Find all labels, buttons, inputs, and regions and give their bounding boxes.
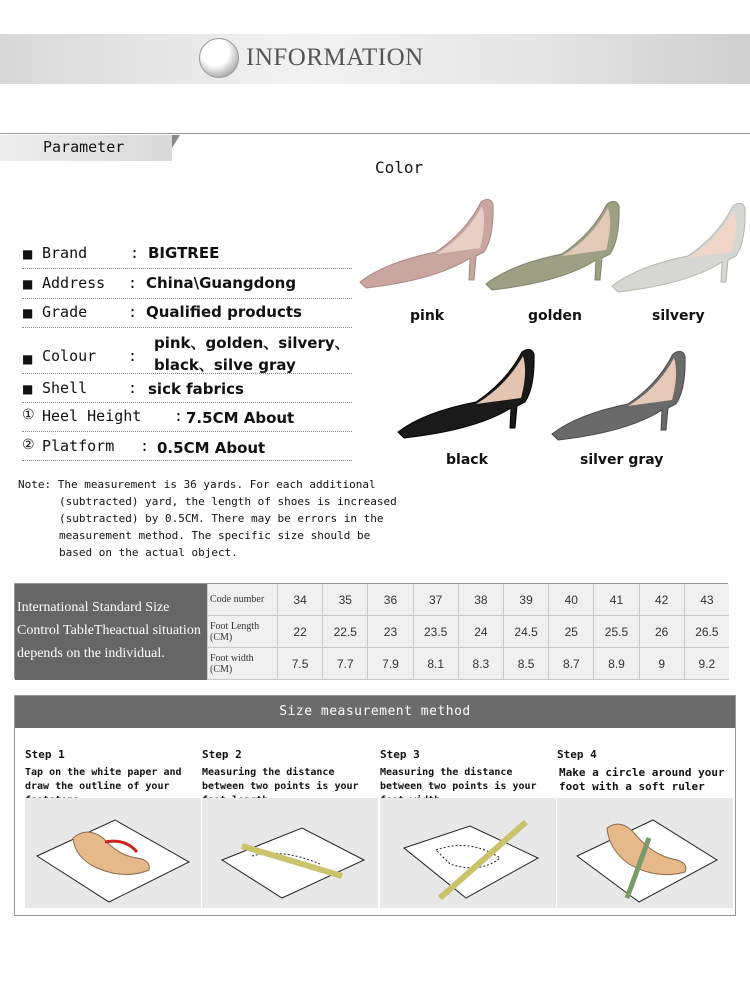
measurement-method	[14, 695, 736, 916]
caption-line: Control TableTheactual situation	[17, 623, 201, 638]
param-value: 7.5CM About	[186, 409, 295, 427]
golden-shoe-image	[482, 192, 622, 294]
size-cell: 23	[367, 616, 412, 648]
step-1	[25, 748, 182, 792]
param-value: sick fabrics	[148, 380, 244, 398]
bullet: ■	[22, 277, 34, 291]
size-cell: 38	[458, 584, 503, 616]
size-cell: 8.5	[503, 648, 548, 680]
param-row-address	[22, 274, 352, 299]
footprint-drawing-illustration	[25, 798, 201, 908]
param-row-platform	[22, 437, 352, 461]
size-cell: 36	[367, 584, 412, 616]
step-title: Step 3	[380, 748, 420, 761]
size-cell: 26.5	[684, 616, 729, 648]
param-label: Shell	[42, 379, 88, 397]
bullet: ①	[22, 407, 35, 423]
size-note	[18, 476, 418, 561]
size-cell: 9	[639, 648, 684, 680]
black-shoe-image	[394, 342, 538, 442]
colon: :	[174, 407, 184, 425]
size-table-caption	[15, 584, 207, 680]
size-cell: 22	[277, 616, 322, 648]
bullet: ■	[22, 352, 34, 366]
param-value-line2: black、silve gray	[154, 356, 296, 374]
param-value-line1: pink、golden、silvery、	[154, 334, 350, 352]
note-line: (subtracted) yard, the length of shoes is increased	[59, 495, 397, 508]
step-desc: Tap on the white paper and draw the outline of your	[25, 767, 182, 792]
step-desc: Measuring the distance between two points is your	[380, 767, 537, 792]
divider	[0, 133, 750, 134]
param-value: China\Guangdong	[146, 274, 297, 292]
soft-ruler-circle-illustration	[557, 798, 733, 908]
method-title: Size measurement method	[15, 696, 735, 728]
note-line: measurement method. The specific size should be	[59, 529, 371, 542]
step-4	[557, 748, 725, 793]
size-table	[14, 583, 728, 679]
size-cell: 37	[413, 584, 458, 616]
color-label-pink: pink	[410, 308, 445, 324]
colon: :	[130, 244, 140, 262]
param-label: Address	[42, 274, 106, 292]
size-cell: 8.3	[458, 648, 503, 680]
size-cell: 7.7	[322, 648, 367, 680]
size-cell: 23.5	[413, 616, 458, 648]
step-title: Step 1	[25, 748, 65, 761]
color-label-golden: golden	[528, 308, 582, 324]
size-grid	[207, 584, 729, 680]
foot-width-ruler-illustration	[380, 798, 556, 908]
note-line: Note: The measurement is 36 yards. For each additional	[18, 478, 376, 491]
param-label: Heel Height	[42, 407, 142, 425]
param-row-heel-height	[22, 407, 352, 432]
size-cell: 25.5	[593, 616, 638, 648]
color-label-silver-gray: silver gray	[580, 452, 664, 468]
size-cell: 8.7	[548, 648, 593, 680]
step-title: Step 2	[202, 748, 242, 761]
size-cell: 42	[639, 584, 684, 616]
size-cell: 8.9	[593, 648, 638, 680]
colon: :	[128, 347, 138, 365]
size-cell: 22.5	[322, 616, 367, 648]
information-banner	[0, 34, 750, 84]
note-line: (subtracted) by 0.5CM. There may be errors in the	[59, 512, 384, 525]
param-value: BIGTREE	[148, 244, 220, 262]
param-label: Brand	[42, 244, 88, 262]
color-label-silvery: silvery	[652, 308, 705, 324]
size-cell: 24.5	[503, 616, 548, 648]
foot-length-ruler-illustration	[202, 798, 378, 908]
param-value: 0.5CM About	[157, 439, 266, 457]
bullet: ②	[22, 437, 35, 453]
size-row-label: Foot Length (CM)	[207, 616, 277, 648]
circle-ornament-icon	[199, 38, 239, 78]
size-row-label: Code number	[207, 584, 277, 616]
step-2	[202, 748, 359, 792]
param-label: Grade	[42, 303, 88, 321]
caption-line: depends on the individual.	[17, 646, 165, 661]
colon: :	[140, 437, 150, 455]
bullet: ■	[22, 382, 34, 396]
step-title: Step 4	[557, 748, 597, 761]
size-cell: 7.5	[277, 648, 322, 680]
note-line: based on the actual object.	[59, 546, 238, 559]
size-cell: 43	[684, 584, 729, 616]
param-label: Colour	[42, 347, 97, 365]
color-title: Color	[375, 158, 424, 177]
param-label: Platform	[42, 437, 115, 455]
banner-title: INFORMATION	[246, 44, 424, 71]
size-row-label: Foot width (CM)	[207, 648, 277, 680]
size-cell: 40	[548, 584, 593, 616]
param-row-shell	[22, 379, 352, 403]
step-desc: Make a circle around your foot with a soft ruler	[559, 766, 725, 793]
size-cell: 39	[503, 584, 548, 616]
param-value: Qualified products	[146, 303, 302, 321]
parameter-tab-label: Parameter	[43, 138, 125, 156]
silver-gray-shoe-image	[548, 344, 688, 444]
color-label-black: black	[446, 452, 488, 468]
step-3	[380, 748, 537, 792]
size-cell: 41	[593, 584, 638, 616]
colon: :	[128, 303, 138, 321]
param-row-grade	[22, 303, 352, 328]
parameter-tab	[0, 135, 172, 161]
pink-shoe-image	[356, 192, 496, 294]
size-cell: 7.9	[367, 648, 412, 680]
size-cell: 34	[277, 584, 322, 616]
bullet: ■	[22, 306, 34, 320]
silvery-shoe-image	[608, 196, 748, 296]
size-cell: 9.2	[684, 648, 729, 680]
size-cell: 8.1	[413, 648, 458, 680]
size-cell: 24	[458, 616, 503, 648]
step-desc: Measuring the distance between two points is your	[202, 767, 359, 792]
param-row-colour	[22, 332, 352, 374]
colon: :	[128, 274, 138, 292]
colon: :	[128, 379, 138, 397]
caption-line: International Standard Size	[17, 600, 170, 615]
size-cell: 26	[639, 616, 684, 648]
size-cell: 35	[322, 584, 367, 616]
size-cell: 25	[548, 616, 593, 648]
bullet: ■	[22, 247, 34, 261]
param-row-brand	[22, 244, 352, 269]
